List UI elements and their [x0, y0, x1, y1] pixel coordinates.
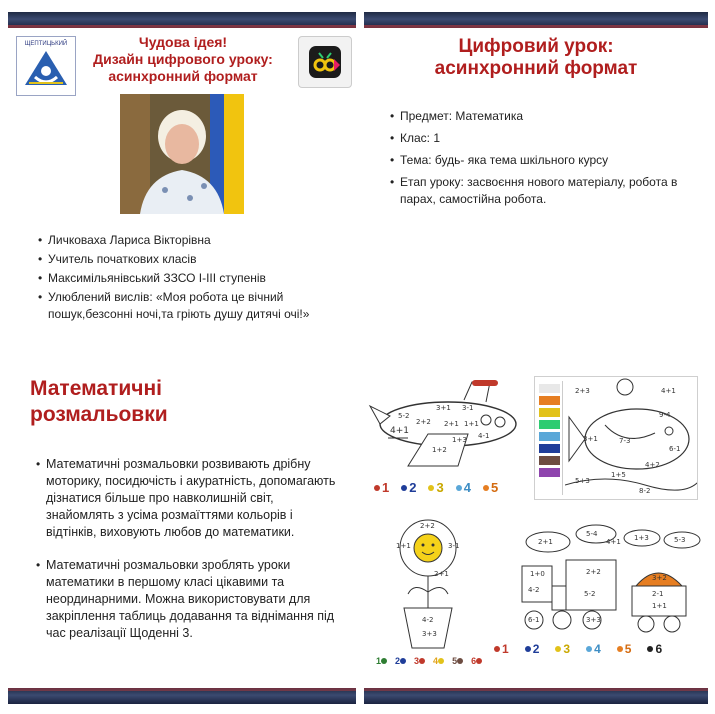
key-item: 5	[483, 480, 498, 495]
list-item: • Математичні розмальовки зроблять уроки математики в першому класі цікавими та неординарними. Можна використовувати для закріплення таблиць додавання та віднімання під час реалізації Щоденні 3.	[36, 557, 342, 642]
plane-cell: 4-1	[478, 432, 490, 440]
bottom-bar	[8, 688, 356, 704]
key-item: 2	[525, 642, 540, 656]
app-logo-icon	[307, 44, 343, 80]
list-item: • Тема: будь- яка тема шкільного курсу	[390, 152, 690, 169]
flower-coloring-page	[378, 512, 478, 652]
flower-cell: 3-1	[448, 542, 460, 550]
key-item: 6	[471, 656, 484, 666]
train-cell: 2+2	[586, 568, 601, 576]
fish-cell: 6-1	[669, 445, 681, 453]
flower-cell: 4-2	[422, 616, 434, 624]
train-cell: 4-2	[528, 586, 540, 594]
profile-list	[38, 232, 338, 323]
key-item: 3	[414, 656, 427, 666]
fish-cell: 3+1	[583, 435, 598, 443]
key-item: 2	[395, 656, 408, 666]
train-cell: 1+0	[530, 570, 545, 578]
logo-emblem-icon	[17, 47, 75, 93]
plane-coloring-page	[368, 376, 524, 476]
train-cell: 3+3	[586, 616, 601, 624]
app-icon	[298, 36, 352, 88]
slide-coloring-text	[8, 362, 356, 706]
train-cell: 2+1	[538, 538, 553, 546]
train-coloring-page	[512, 516, 702, 638]
fish-cell: 4+2	[645, 461, 660, 469]
key-item: 3	[555, 642, 570, 656]
key-item: 6	[647, 642, 662, 656]
flower-cell: 2+1	[434, 570, 449, 578]
key-item: 3	[428, 480, 443, 495]
coloring-benefits-list	[36, 456, 342, 642]
plane-cell: 4+1	[390, 426, 409, 436]
logo-caption: ЩЕПТИЦЬКИЙ	[24, 41, 68, 47]
fish-cell: 2+3	[575, 387, 590, 395]
lesson-info-list	[390, 108, 690, 208]
teacher-photo	[120, 94, 244, 214]
slide-coloring-images	[364, 362, 708, 706]
fish-cell: 4+1	[661, 387, 676, 395]
train-cell: 5-2	[584, 590, 596, 598]
plane-cell: 1+1	[464, 420, 479, 428]
teacher-portrait-image	[120, 94, 244, 214]
train-cell: 4+1	[606, 538, 621, 546]
key-item: 4	[456, 480, 471, 495]
plane-color-key	[374, 480, 498, 495]
school-logo	[16, 36, 76, 96]
list-item: • Учитель початкових класів	[38, 251, 338, 268]
plane-cell: 1+3	[452, 436, 467, 444]
list-item: • Улюблений вислів: «Моя робота це вічний пошук,безсонні ночі,та гріють душу дитячі очі!»	[38, 289, 338, 323]
fish-cell: 8-2	[639, 487, 651, 495]
list-item: • Предмет: Математика	[390, 108, 690, 125]
plane-cell: 3+1	[436, 404, 451, 412]
key-item: 4	[586, 642, 601, 656]
key-item: 5	[452, 656, 465, 666]
slide1-title: Чудова ідея! Дизайн цифрового уроку: асинхронний формат	[93, 34, 273, 84]
list-item: • Математичні розмальовки розвивають дрібну моторику, посидючість і акуратність, допомагають дізнатися більше про навколишній світ, знайомлять з усіма розмаїттями кольорів і відтінків, виховують любов до математики.	[36, 456, 342, 541]
key-item: 4	[433, 656, 446, 666]
train-cell: 3+2	[652, 574, 667, 582]
slide-profile	[8, 12, 356, 352]
slide-lesson-info	[364, 12, 708, 352]
key-item: 5	[617, 642, 632, 656]
plane-cell: 3-1	[462, 404, 474, 412]
bottom-bar	[364, 688, 708, 704]
slide2-title: Цифровий урок: асинхронний формат	[434, 36, 638, 79]
train-cell: 1+3	[634, 534, 649, 542]
fish-coloring-page	[534, 376, 698, 500]
train-cell: 6-1	[528, 616, 540, 624]
train-cell: 1+1	[652, 602, 667, 610]
flower-cell: 2+2	[420, 522, 435, 530]
plane-cell: 2+1	[444, 420, 459, 428]
key-item: 2	[401, 480, 416, 495]
slide3-title: Математичні розмальовки	[30, 377, 168, 426]
list-item: • Максимільянівський ЗЗСО І-ІІІ ступенів	[38, 270, 338, 287]
train-color-key	[494, 642, 662, 656]
fish-cell: 1+5	[611, 471, 626, 479]
train-cell: 5-4	[586, 530, 598, 538]
key-item: 1	[374, 480, 389, 495]
top-bar	[8, 12, 356, 28]
flower-cell: 1+1	[396, 542, 411, 550]
key-item: 1	[376, 656, 389, 666]
flower-cell: 3+3	[422, 630, 437, 638]
fish-color-legend	[537, 381, 563, 495]
plane-cell: 2+2	[416, 418, 431, 426]
train-cell: 2-1	[652, 590, 664, 598]
key-item: 1	[494, 642, 509, 656]
flower-color-key	[376, 656, 484, 666]
list-item: • Етап уроку: засвоєння нового матеріалу, робота в парах, самостійна робота.	[390, 174, 690, 208]
train-cell: 5-3	[674, 536, 686, 544]
fish-cell: 7-3	[619, 437, 631, 445]
fish-cell: 9-4	[659, 411, 671, 419]
top-bar	[364, 12, 708, 28]
list-item: • Личковаха Лариса Вікторівна	[38, 232, 338, 249]
list-item: • Клас: 1	[390, 130, 690, 147]
plane-cell: 1+2	[432, 446, 447, 454]
plane-cell: 5-2	[398, 412, 410, 420]
fish-cell: 5+3	[575, 477, 590, 485]
